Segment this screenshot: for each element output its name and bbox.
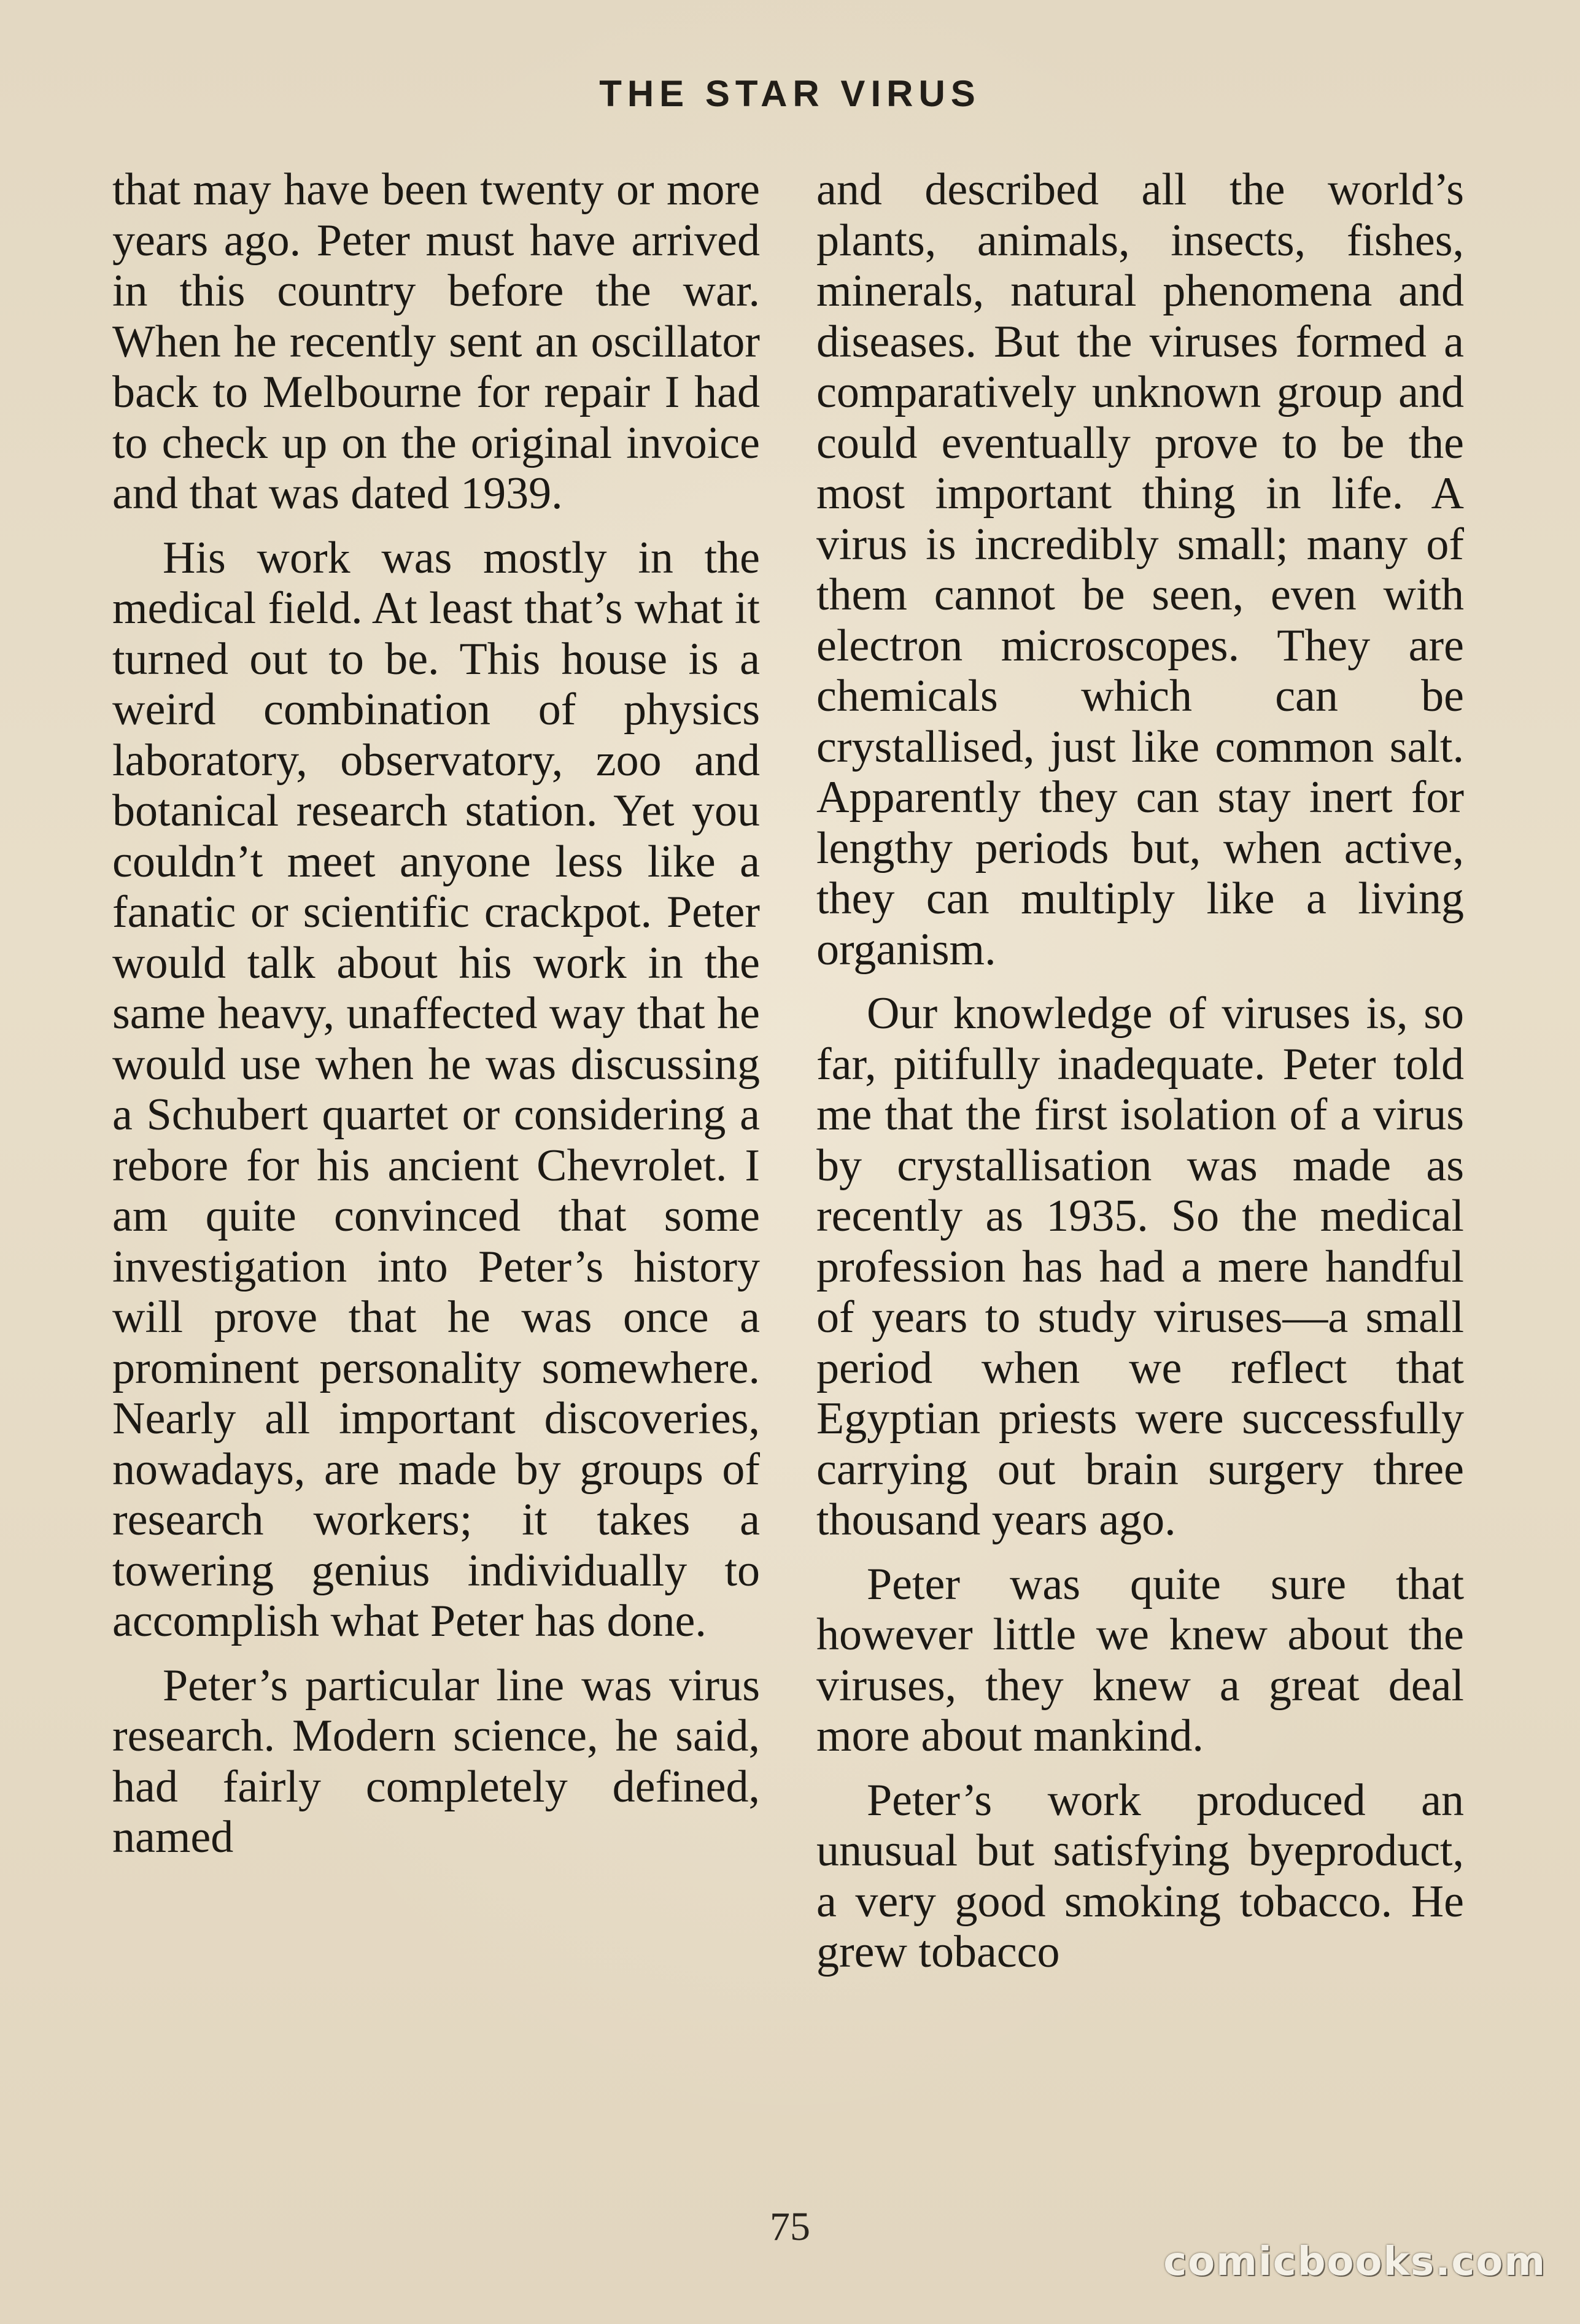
paragraph: Peter was quite sure that however little we knew about the viruses, they knew a great deal more about mankind. <box>816 1559 1464 1761</box>
text-column-right <box>816 165 1464 1991</box>
paragraph: His work was mostly in the medical field. At least that’s what it turned out to be. This house is a weird combination of physics laboratory, observatory, zoo and botanical research station. Yet you couldn’t meet anyone less like a fanatic or scientific crackpot. Peter would talk about his work in the same heavy, unaffected way that he would use when he was discussing a Schubert quartet or considering a rebore for his ancient Chevrolet. I am quite convinced that some investigation into Peter’s history will prove that he was once a prominent personality somewhere. Nearly all important discoveries, nowadays, are made by groups of research workers; it takes a towering genius individually to accomplish what Peter has done. <box>112 532 760 1646</box>
text-column-left <box>112 165 760 1877</box>
paragraph: Peter’s work produced an unusual but satisfying byeproduct, a very good smoking tobacco. He grew tobacco <box>816 1775 1464 1977</box>
paragraph: Our knowledge of viruses is, so far, pitifully inadequate. Peter told me that the first isolation of a virus by crystallisation was made as recently as 1935. So the medical profession has had a mere handful of years to study viruses—a small period when we reflect that Egyptian priests were successfully carrying out brain surgery three thousand years ago. <box>816 988 1464 1545</box>
paragraph: that may have been twenty or more years ago. Peter must have arrived in this country before the war. When he recently sent an oscillator back to Melbourne for repair I had to check up on the original invoice and that was dated 1939. <box>112 165 760 519</box>
paragraph: and described all the world’s plants, animals, insects, fishes, minerals, natural phenomena and diseases. But the viruses formed a comparatively unknown group and could eventually prove to be the most important thing in life. A virus is incredibly small; many of them cannot be seen, even with electron microscopes. They are chemicals which can be crystallised, just like common salt. Apparently they can stay inert for lengthy periods but, when active, they can multiply like a living organism. <box>816 165 1464 975</box>
paragraph: Peter’s particular line was virus research. Modern science, he said, had fairly completely defined, named <box>112 1660 760 1862</box>
running-head-title: THE STAR VIRUS <box>599 73 981 114</box>
site-watermark: comicbooks.com <box>1163 2239 1546 2285</box>
page-number: 75 <box>770 2204 810 2249</box>
